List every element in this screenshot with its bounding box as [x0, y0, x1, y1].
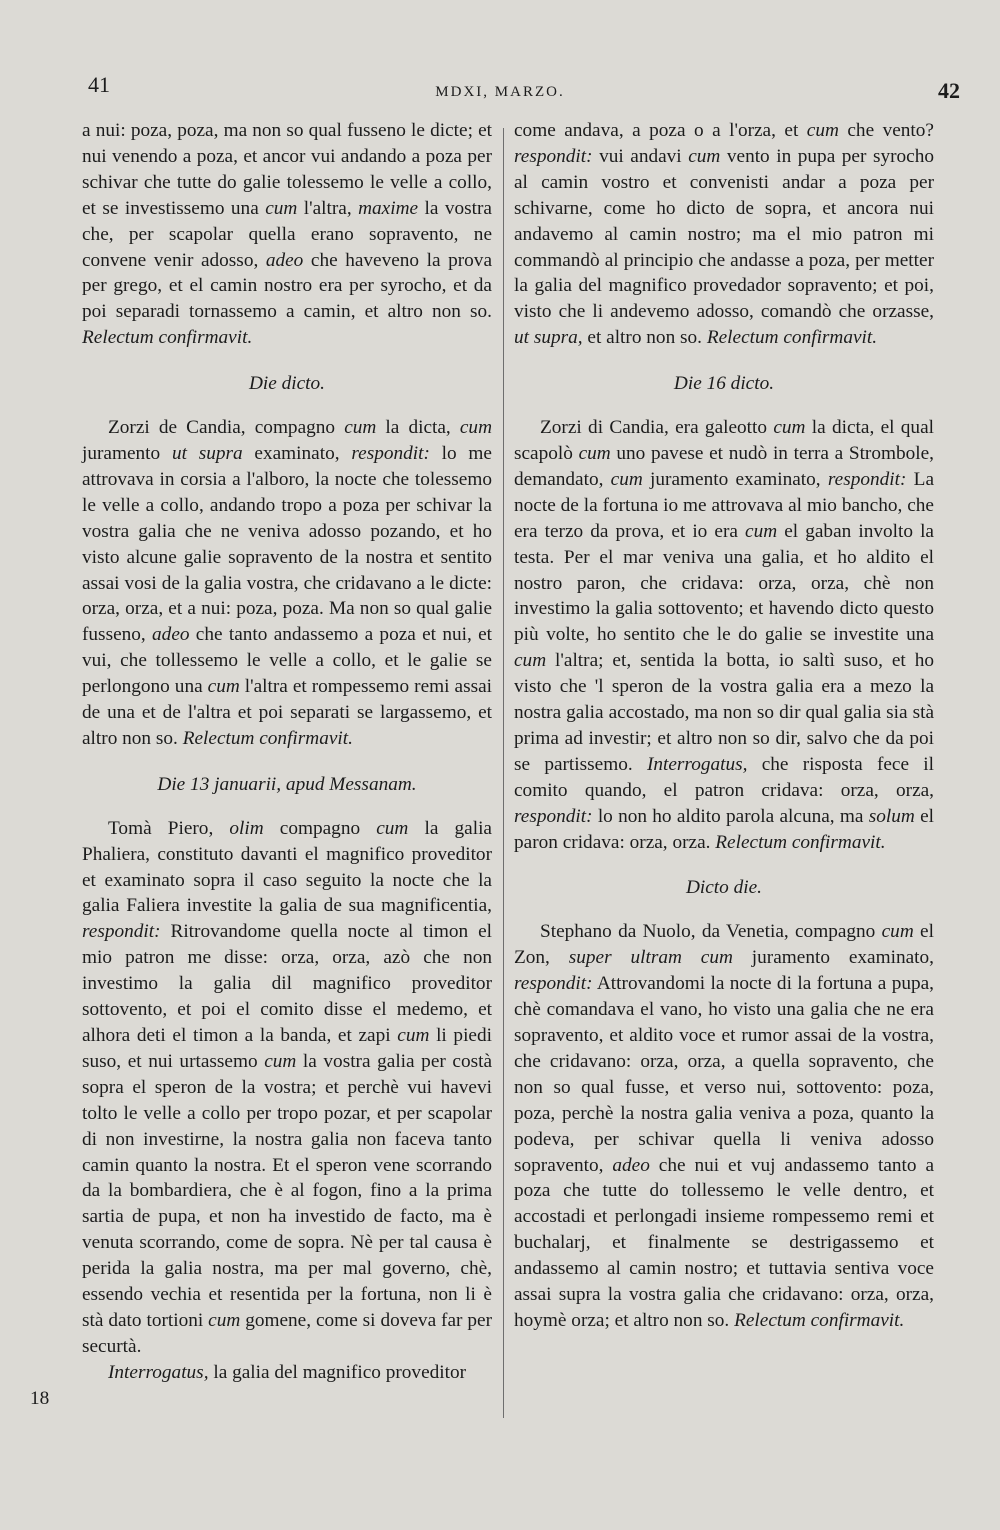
column-divider [503, 128, 504, 1418]
paragraph: come andava, a poza o a l'orza, et cum che vento? respondit: vui andavi cum vento in pupa per syrocho al camin vostro et convenisti andar a poza per schivarne, come ho dicto de sopra, et ancora nui andavemo al camin nostro; ma el mio patron mi commandò al principio che andasse a poza, per metter la galia del magnifico provedador sopravento; et poi, visto che li andevemo adosso, comandò che orzasse, ut supra, et altro non so. Relectum confirmavit. [514, 120, 934, 349]
paragraph: Stephano da Nuolo, da Venetia, compagno cum el Zon, super ultram cum juramento examinato, respondit: Attrovandomi la nocte di la fortuna a pupa, chè comandava el vano, ho visto una galia che ne era sopravento, et aldito voce et rumor assai de la vostra, che cridavano: orza, orza, a quella sopravento, che non so qual fusse, et verso nui, sottovento: poza, poza, perchè la nostra galia veniva a poza, quanto la podeva, per schivar quella li veniva adosso sopravento, adeo che nui et vuj andassemo tanto a poza che tutte do tollessemo le velle dentro, et accostadi et perlongadi insieme rompessemo remi et buchalarj, et finalmente se destrigassemo et andassemo al camin nostro; et tuttavia sentiva voce assai supra la vostra galia che cridavano: orza, orza, hoymè orza; et altro non so. Relectum confirmavit. [514, 921, 934, 1331]
paragraph: a nui: poza, poza, ma non so qual fusseno le dicte; et nui venendo a poza, et ancor vui andando a poza per schivar che tutte do galie tolessemo le velle a collo, et se investissemo una cum l'altra, maxime la vostra che, per scapolar quella erano sopravento, ne convene venir adosso, adeo che haveveno la prova per grego, et el camin nostro era per syrocho, et da poi separadi tornassemo a camin, et altro non so. Relectum confirmavit. [82, 120, 493, 349]
running-title: MDXI, MARZO. [435, 84, 565, 100]
section-heading: Die dicto. [248, 373, 326, 395]
paragraph: Tomà Piero, olim compagno cum la galia Phaliera, constituto davanti el magnifico proveditor et examinato sopra il caso seguito la nocte che la galia Faliera investite la galia de sua magnificentia, respondit: Ritrovandome quella nocte al timon el mio patron me disse: orza, orza, azò che non investimo la galia dil magnifico proveditor sottovento, et poi el comito disse el medemo, et alhora deti el timon a la banda, et zapi cum li piedi suso, et nui urtassemo cum la vostra galia per costà sopra el speron de la vostra; et perchè vui havevi tolto le velle a collo per tropo pozar, et per scapolar di non investirne, la nostra galia non faceva tanto camin quanto la nostra. Et el speron vene scorrando da la bombardiera, che è al fogon, fino a la prima sartia de pupa, et non ha investido de facto, ma è venuta scorrando, come de sopra. Nè per tal causa è perida la galia nostra, ma per mal governo, chè, essendo vechia et resentida per la fortuna, non li è stà dato tortioni cum gomene, come si doveva far per securtà. [82, 817, 493, 1357]
page-number-left: 41 [88, 72, 110, 97]
page-header [0, 72, 1000, 112]
section-heading: Dicto die. [685, 877, 763, 899]
paragraph: Zorzi de Candia, compagno cum la dicta, cum juramento ut supra examinato, respondit: lo me attrovava in corsia a l'alboro, la nocte che tolessemo le velle a collo, andando tropo a poza per schivar la vostra galia che ne veniva adosso pozando, et ho visto alcune galie sopravento de la nostra et sentito assai vosi de la galia vostra, che cridavano a le dicte: orza, orza, et a nui: poza, poza. Ma non so qual galie fusseno, adeo che tanto andassemo a poza et nui, et vui, che tollessemo le velle a collo, et le galie se perlongono una cum l'altra et rompessemo remi assai de una et de l'altra et poi separati se largassemo, et altro non so. Relectum confirmavit. [82, 417, 492, 749]
section-heading: Die 13 januarii, apud Messanam. [157, 773, 417, 795]
right-column [514, 118, 934, 1334]
paragraph: Interrogatus, la galia del magnifico proveditor [108, 1361, 467, 1383]
page-number-right: 42 [938, 78, 960, 103]
left-column [82, 118, 492, 1386]
paragraph: Zorzi di Candia, era galeotto cum la dicta, el qual scapolò cum uno pavese et nudò in terra a Strombole, demandato, cum juramento examinato, respondit: La nocte de la fortuna io me attrovava al mio bancho, che era terzo da prova, et io era cum el gaban involto la testa. Per el mar veniva una galia, et ho aldito el nostro paron, che cridava: orza, orza, chè non investimo la galia sottovento; et havendo dicto questo più volte, ho sentito che le do galie se investite una cum l'altra; et, sentida la botta, io saltì suso, et ho visto che 'l speron de la vostra galia era a mezo la nostra galia accostado, ma non so dir qual galia sia stà prima ad investir; et altro non so dir, salvo che da poi se partissemo. Interrogatus, che risposta fece il comito quando, el patron cridava: orza, orza, respondit: lo non ho aldito parola alcuna, ma solum el paron cridava: orza, orza. Relectum confirmavit. [514, 417, 935, 853]
margin-line-number: 18 [30, 1388, 50, 1409]
section-heading: Die 16 dicto. [673, 373, 775, 395]
